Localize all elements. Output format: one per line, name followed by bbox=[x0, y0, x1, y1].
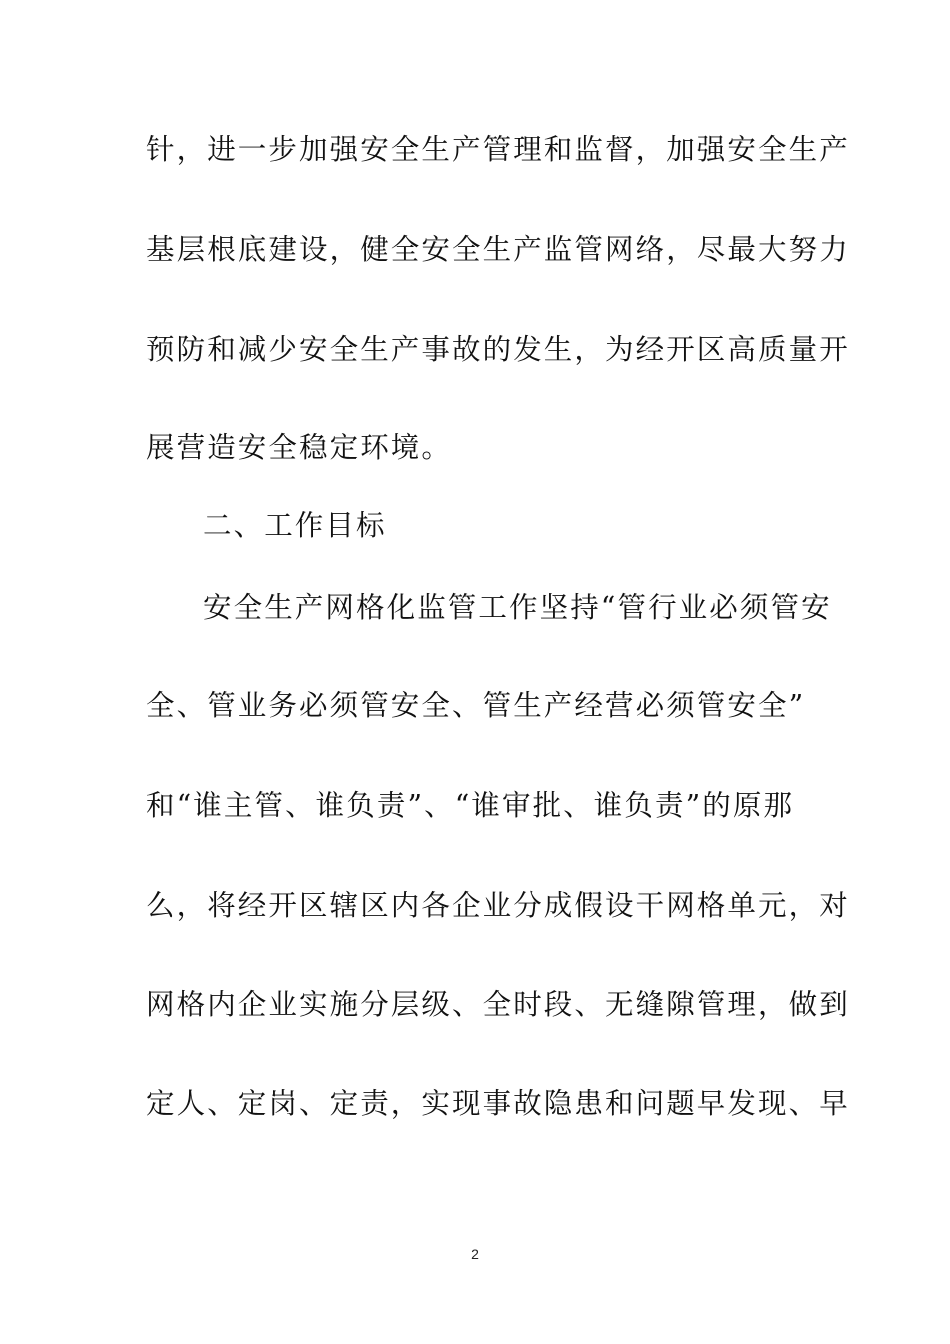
body-text-line: 定人、定岗、定责，实现事故隐患和问题早发现、早 bbox=[146, 1087, 850, 1120]
body-text-line: 和“谁主管、谁负责”、“谁审批、谁负责”的原那 bbox=[146, 789, 795, 822]
body-text-line: 全、管业务必须管安全、管生产经营必须管安全” bbox=[146, 689, 806, 722]
body-text-line: 基层根底建设，健全安全生产监管网络，尽最大努力 bbox=[146, 233, 850, 266]
body-text-line: 展营造安全稳定环境。 bbox=[146, 431, 453, 464]
body-text-line: 网格内企业实施分层级、全时段、无缝隙管理，做到 bbox=[146, 988, 850, 1021]
section-heading: 二、工作目标 bbox=[203, 509, 387, 542]
paragraph-first-line: 安全生产网格化监管工作坚持“管行业必须管安 bbox=[203, 591, 832, 624]
body-text-line: 么，将经开区辖区内各企业分成假设干网格单元，对 bbox=[146, 889, 850, 922]
body-text-line: 针，进一步加强安全生产管理和监督，加强安全生产 bbox=[146, 133, 850, 166]
page-number: 2 bbox=[471, 1246, 479, 1262]
body-text-line: 预防和减少安全生产事故的发生，为经开区高质量开 bbox=[146, 333, 850, 366]
